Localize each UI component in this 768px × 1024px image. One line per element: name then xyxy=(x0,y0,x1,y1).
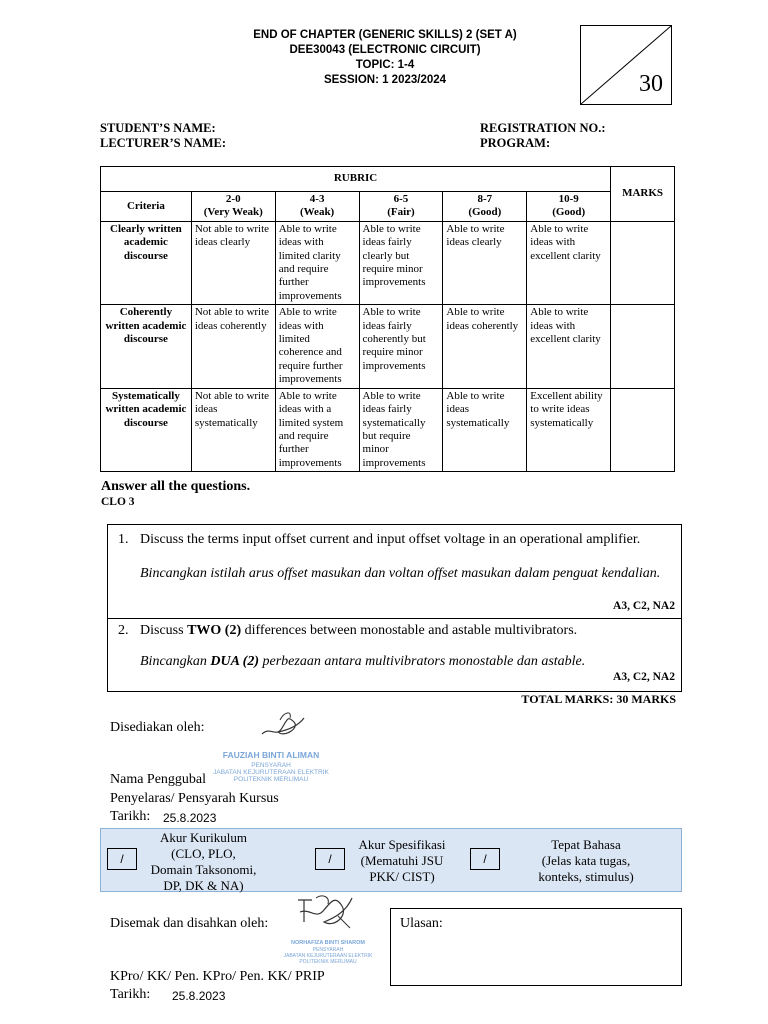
rubric-cell: Not able to write ideas systematically xyxy=(191,388,275,471)
answer-all-instruction: Answer all the questions. xyxy=(101,479,251,494)
criteria-cell: Systematically written academic discourse xyxy=(101,388,192,471)
penyelaras-label: Penyelaras/ Pensyarah Kursus xyxy=(110,791,279,806)
verified-tarikh-value: 25.8.2023 xyxy=(172,989,226,1003)
verified-by-label: Disemak dan disahkan oleh: xyxy=(110,916,269,931)
table-row xyxy=(101,221,675,304)
marks-cell[interactable] xyxy=(611,305,675,388)
rubric-cell: Able to write ideas fairly clearly but require minor improvements xyxy=(359,221,443,304)
akur-spesifikasi-text: Akur Spesifikasi (Mematuhi JSU PKK/ CIST) xyxy=(358,837,446,884)
header-title: END OF CHAPTER (GENERIC SKILLS) 2 (SET A) xyxy=(253,29,517,41)
registration-no-label: REGISTRATION NO.: xyxy=(480,121,606,135)
rubric-title: RUBRIC xyxy=(101,167,611,192)
question-1-marks: A3, C2, NA2 xyxy=(613,600,675,612)
rubric-cell: Able to write ideas with excellent clarity xyxy=(527,305,611,388)
question-box xyxy=(107,524,682,692)
clo-label: CLO 3 xyxy=(101,496,135,508)
lecturer-name-label: LECTURER’S NAME: xyxy=(100,136,227,150)
marks-cell[interactable] xyxy=(611,388,675,471)
total-score: 30 xyxy=(639,71,663,97)
signature-verifier xyxy=(294,892,356,934)
score-box xyxy=(580,25,672,105)
tarikh-label: Tarikh: xyxy=(110,809,151,824)
student-name-label: STUDENT’S NAME: xyxy=(100,121,216,135)
tarikh-value: 25.8.2023 xyxy=(163,811,217,825)
rubric-cell: Able to write ideas with limited clarity and require further improvements xyxy=(275,221,359,304)
table-row xyxy=(101,388,675,471)
checkbox-akur-spesifikasi[interactable]: / xyxy=(315,848,345,870)
table-row xyxy=(101,305,675,388)
checkbox-tepat-bahasa[interactable]: / xyxy=(470,848,500,870)
question-divider xyxy=(108,618,681,619)
rubric-cell: Able to write ideas fairly systematically but require minor improvements xyxy=(359,388,443,471)
criteria-cell: Clearly written academic discourse xyxy=(101,221,192,304)
tepat-bahasa-text: Tepat Bahasa (Jelas kata tugas, konteks, stimulus) xyxy=(538,837,634,884)
question-text: Discuss TWO (2) differences between monostable and astable multivibrators. xyxy=(140,623,578,638)
question-1-malay: Bincangkan istilah arus offset masukan dan voltan offset masukan dalam penguat kendalian. xyxy=(140,566,661,581)
stamp-verifier: NORHAFIZA BINTI SHAROM PENSYARAH JABATAN KEJURUTERAAN ELEKTRIK POLITEKNIK MERLIMAU xyxy=(283,940,373,965)
level-header: 6-5 (Fair) xyxy=(359,192,443,222)
question-number: 2. xyxy=(118,623,129,638)
prepared-by-label: Disediakan oleh: xyxy=(110,720,205,735)
nama-penggubal-label: Nama Penggubal xyxy=(110,772,207,787)
rubric-cell: Able to write ideas clearly xyxy=(443,221,527,304)
rubric-cell: Excellent ability to write ideas systematically xyxy=(527,388,611,471)
level-header: 10-9 (Good) xyxy=(527,192,611,222)
header-course: DEE30043 (ELECTRONIC CIRCUIT) xyxy=(289,44,481,56)
question-number: 1. xyxy=(118,532,129,547)
ulasan-box[interactable] xyxy=(390,908,682,986)
program-label: PROGRAM: xyxy=(480,136,551,150)
rubric-table xyxy=(100,166,675,472)
rubric-cell: Able to write ideas fairly coherently but require minor improvements xyxy=(359,305,443,388)
criteria-cell: Coherently written academic discourse xyxy=(101,305,192,388)
header-session: SESSION: 1 2023/2024 xyxy=(323,74,447,86)
rubric-cell: Not able to write ideas clearly xyxy=(191,221,275,304)
question-2-marks: A3, C2, NA2 xyxy=(613,671,675,683)
header-topic: TOPIC: 1-4 xyxy=(355,59,415,71)
question-text: Discuss the terms input offset current and input offset voltage in an operational amplifier. xyxy=(140,532,641,547)
total-marks: TOTAL MARKS: 30 MARKS xyxy=(521,692,676,706)
verified-tarikh-label: Tarikh: xyxy=(110,987,151,1002)
level-header: 2-0 (Very Weak) xyxy=(191,192,275,222)
rubric-cell: Able to write ideas with a limited system and require further improvements xyxy=(275,388,359,471)
akur-kurikulum-text: Akur Kurikulum (CLO, PLO, Domain Taksonomi, DP, DK & NA) xyxy=(150,830,257,893)
level-header: 8-7 (Good) xyxy=(443,192,527,222)
rubric-cell: Able to write ideas with excellent clarity xyxy=(527,221,611,304)
signature-preparer xyxy=(258,708,308,744)
question-2-malay: Bincangkan DUA (2) perbezaan antara multivibrators monostable dan astable. xyxy=(140,654,586,669)
rubric-cell: Able to write ideas coherently xyxy=(443,305,527,388)
criteria-header: Criteria xyxy=(101,192,192,222)
verification-checklist xyxy=(100,828,682,892)
rubric-cell: Not able to write ideas coherently xyxy=(191,305,275,388)
role-label: KPro/ KK/ Pen. KPro/ Pen. KK/ PRIP xyxy=(110,969,325,984)
marks-header: MARKS xyxy=(611,167,675,222)
rubric-cell: Able to write ideas with limited coherence and require further improvements xyxy=(275,305,359,388)
marks-cell[interactable] xyxy=(611,221,675,304)
rubric-cell: Able to write ideas systematically xyxy=(443,388,527,471)
level-header: 4-3 (Weak) xyxy=(275,192,359,222)
checkbox-akur-kurikulum[interactable]: / xyxy=(107,848,137,870)
ulasan-label: Ulasan: xyxy=(400,916,443,931)
stamp-preparer: FAUZIAH BINTI ALIMAN PENSYARAH JABATAN KEJURUTERAAN ELEKTRIK POLITEKNIK MERLIMAU xyxy=(213,750,329,783)
